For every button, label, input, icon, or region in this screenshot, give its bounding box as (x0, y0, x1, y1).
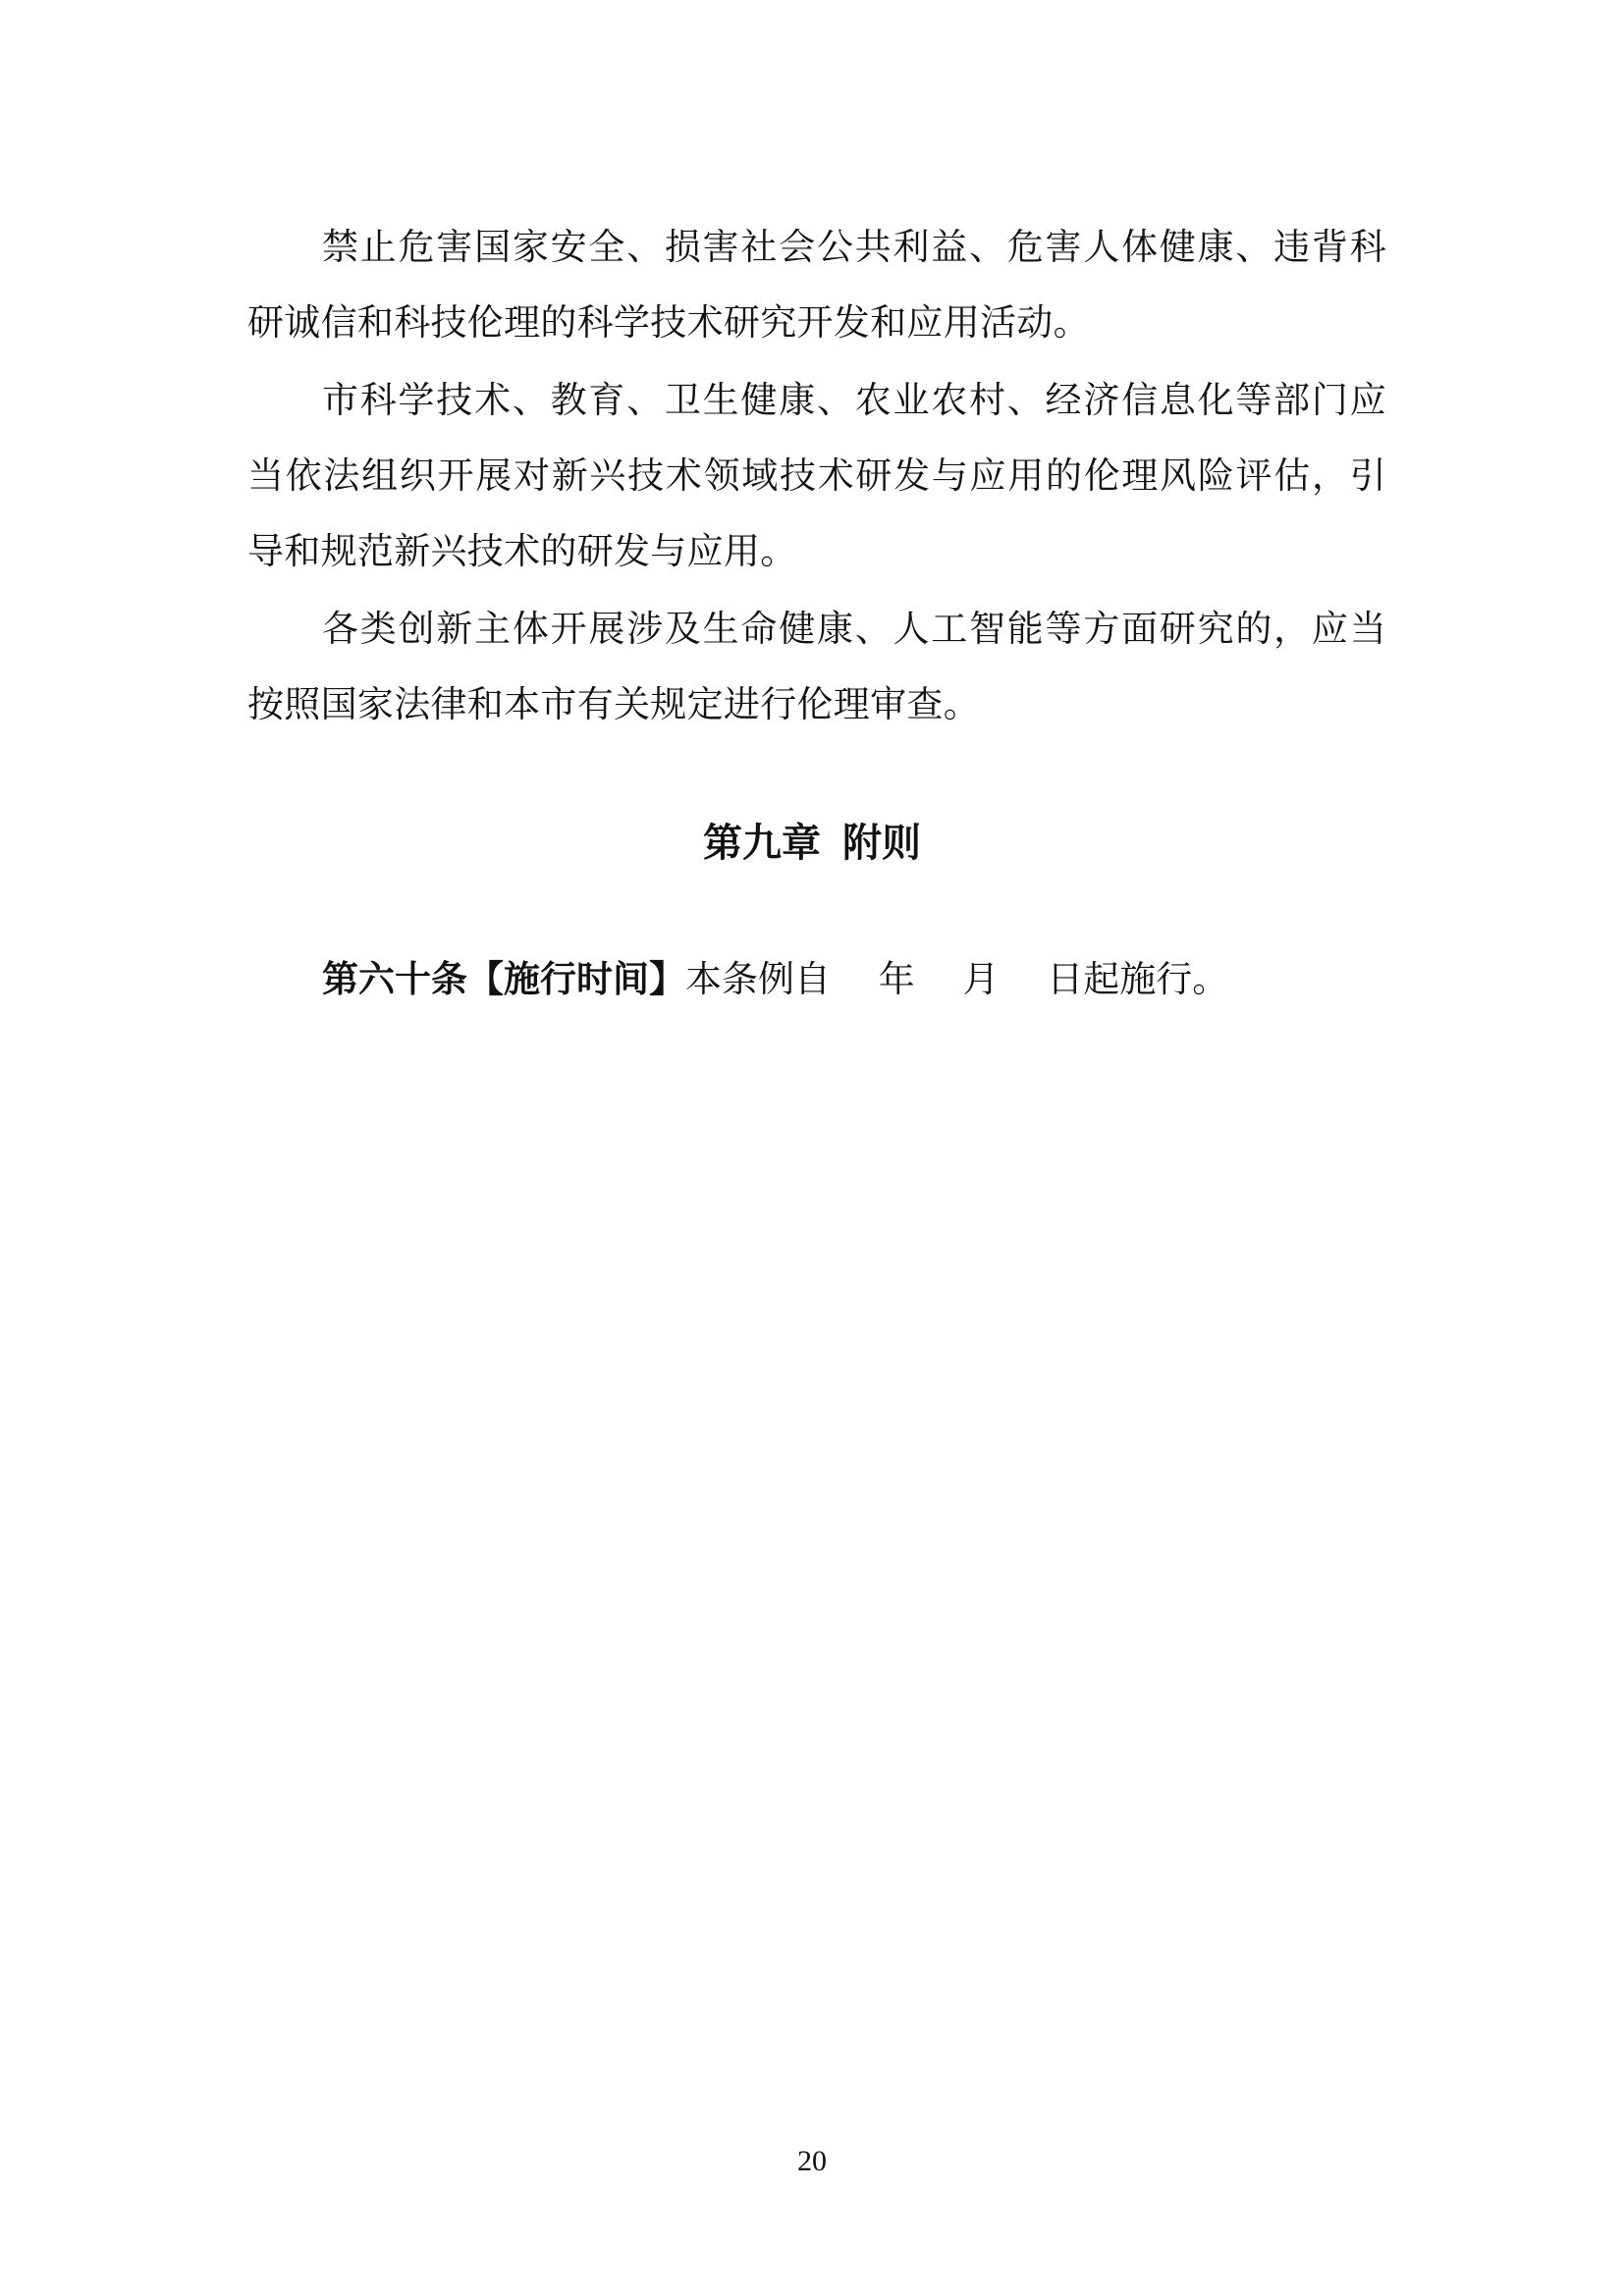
chapter-number: 第九章 (703, 821, 821, 866)
chapter-heading (0, 816, 1624, 871)
paragraph-3-line-1: 各类创新主体开展涉及生命健康、人工智能等方面研究的，应当 (322, 608, 1386, 650)
paragraph-2-line-2: 当依法组织开展对新兴技术领域技术研发与应用的伦理风险评估，引 (247, 454, 1386, 497)
paragraph-2-line-1: 市科学技术、教育、卫生健康、农业农村、经济信息化等部门应 (322, 379, 1386, 421)
article-heading: 【施行时间】 (467, 958, 685, 1000)
chapter-title: 附则 (842, 821, 921, 866)
page-number: 20 (797, 2145, 827, 2177)
paragraph-1-line-1: 禁止危害国家安全、损害社会公共利益、危害人体健康、违背科 (322, 226, 1386, 268)
paragraph-2-line-3: 导和规范新兴技术的研发与应用。 (247, 530, 797, 572)
article-60 (322, 954, 1386, 1005)
article-number: 第六十条 (322, 958, 467, 1000)
paragraph-1-line-2: 研诚信和科技伦理的科学技术研究开发和应用活动。 (247, 301, 1090, 344)
article-text: 本条例自 年 月 日起施行。 (685, 958, 1229, 1000)
paragraph-3-line-2: 按照国家法律和本市有关规定进行伦理审查。 (247, 683, 980, 725)
